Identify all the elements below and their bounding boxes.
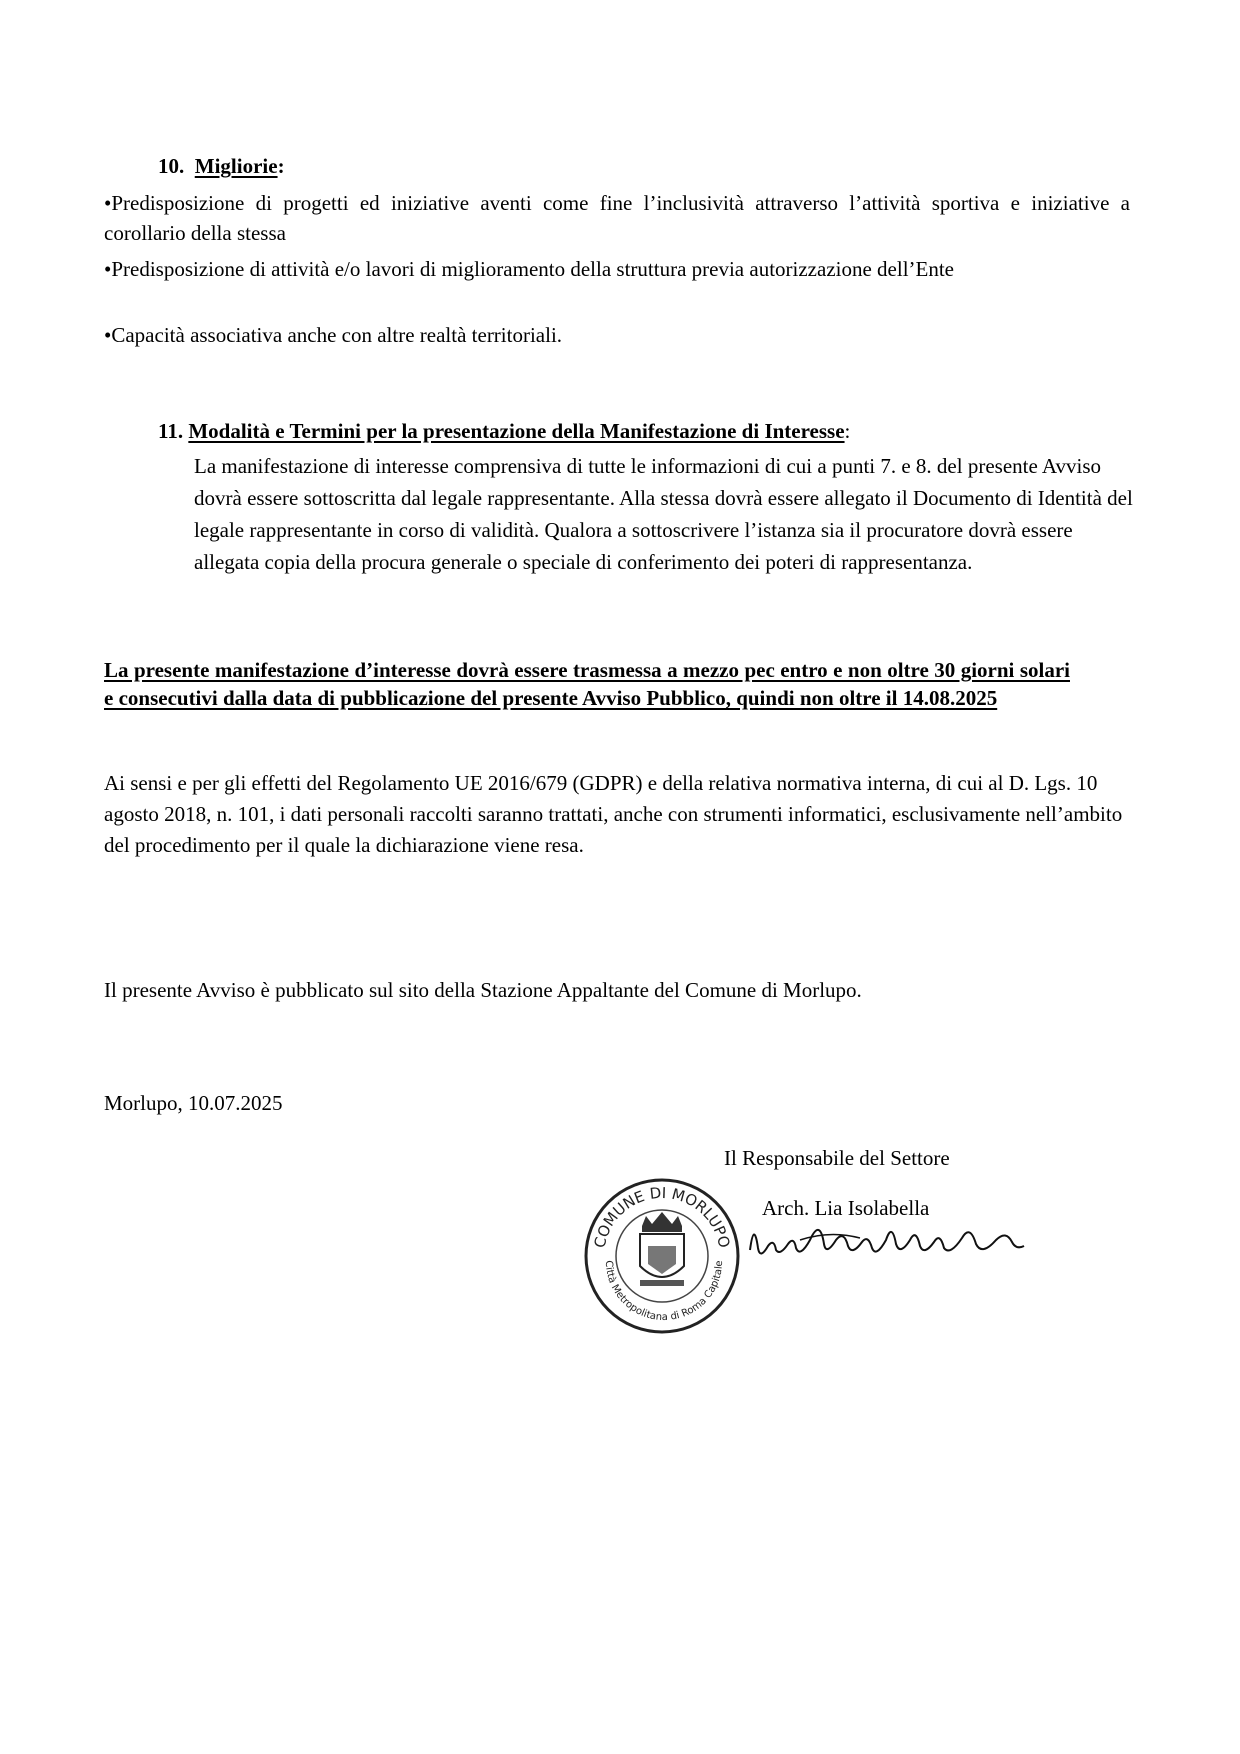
section-11-colon: :	[844, 419, 851, 443]
section-10-heading	[158, 154, 285, 179]
publication-notice: Il presente Avviso è pubblicato sul sito della Stazione Appaltante del Comune di Morlupo.	[104, 978, 862, 1002]
signature-scribble-icon	[740, 1210, 1030, 1280]
bullet-text: Predisposizione di attività e/o lavori di miglioramento della struttura previa autorizzazione dell’Ente	[111, 257, 955, 281]
section-10-number: 10.	[158, 154, 185, 178]
official-stamp	[582, 1176, 742, 1336]
signature-name: Arch. Lia Isolabella	[762, 1196, 930, 1220]
signature-role: Il Responsabile del Settore	[724, 1146, 950, 1170]
stamp-top-text: COMUNE DI MORLUPO	[590, 1183, 734, 1250]
section-11-title: Modalità e Termini per la presentazione della Manifestazione di Interesse	[188, 419, 845, 443]
section-10-colon: :	[277, 154, 285, 178]
privacy-notice: Ai sensi e per gli effetti del Regolamento UE 2016/679 (GDPR) e della relativa normativa interna, di cui al D. Lgs. 10 agosto 2018, n. 101, i dati personali raccolti saranno trattati, anche con strumenti informatici, esclusivamente nell’ambito del procedimento per il quale la dichiarazione viene resa.	[104, 771, 1123, 857]
section-10-bullet-1	[104, 188, 1130, 248]
section-10-title: Migliorie	[194, 154, 278, 178]
stamp-bottom-text: Città Metropolitana di Roma Capitale	[602, 1260, 726, 1324]
stamp-seal-icon	[582, 1176, 742, 1336]
bullet-icon: •	[104, 191, 112, 215]
section-11-heading	[158, 419, 850, 444]
bullet-text: Predisposizione di progetti ed iniziative aventi come fine l’inclusività attraverso l’attività sportiva e iniziative a corollario della stessa	[104, 191, 1130, 245]
handwritten-signature	[740, 1210, 1030, 1280]
section-11-body: La manifestazione di interesse comprensiva di tutte le informazioni di cui a punti 7. e 8. del presente Avviso dovrà essere sottoscritta dal legale rappresentante. Alla stessa dovrà essere allegato il Documento di Identità del legale rappresentante in corso di validità. Qualora a sottoscrivere l’istanza sia il procuratore dovrà essere allegata copia della procura generale o speciale di conferimento dei poteri di rappresentanza.	[194, 454, 1133, 574]
bullet-icon: •	[104, 257, 112, 281]
section-10-bullet-3	[104, 320, 1130, 350]
deadline-notice: La presente manifestazione d’interesse dovrà essere trasmessa a mezzo pec entro e non oltre 30 giorni solari e consecutivi dalla data di pubblicazione del presente Avviso Pubblico, quindi non oltre il 14.08.2025	[104, 658, 1070, 710]
bullet-text: Capacità associativa anche con altre realtà territoriali.	[111, 323, 563, 347]
place-date: Morlupo, 10.07.2025	[104, 1091, 283, 1115]
section-11-number: 11.	[158, 419, 184, 443]
bullet-icon: •	[104, 323, 112, 347]
section-10-bullet-2	[104, 254, 1130, 284]
